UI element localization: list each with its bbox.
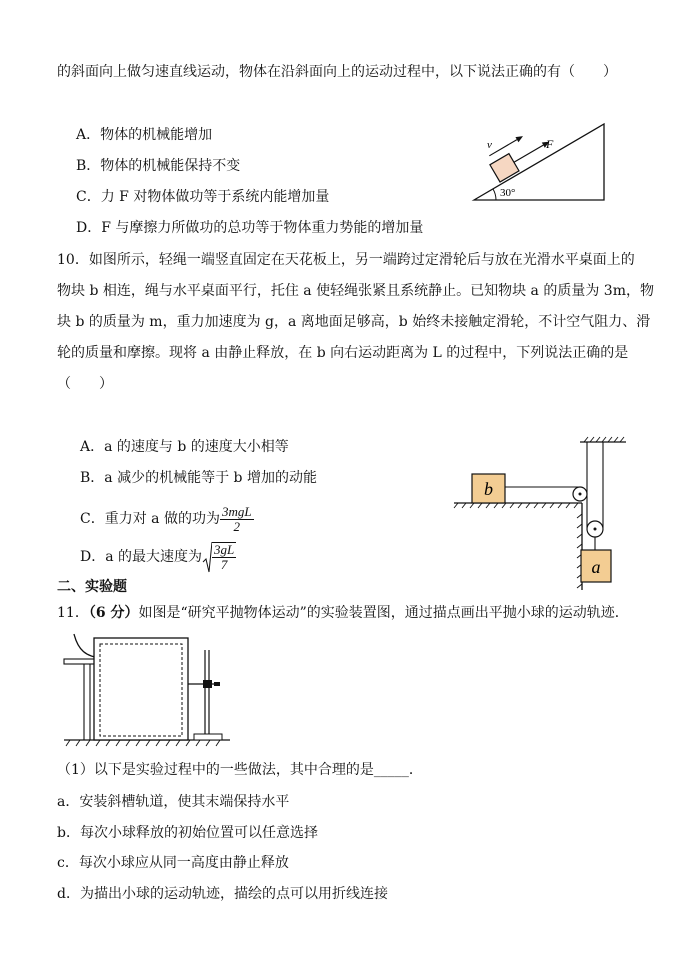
q9-option-d: D．F 与摩擦力所做功的总功等于物体重力势能的增加量 <box>76 220 424 236</box>
q10-option-c <box>80 502 254 536</box>
q10-line-2: 物块 b 相连，绳与水平桌面平行，托住 a 使轻绳张紧且系统静止。已知物块 a 的质量为 3m，物 <box>57 283 654 299</box>
q9-option-a: A．物体的机械能增加 <box>76 127 213 143</box>
q10-b-label: b <box>484 479 493 499</box>
q9-angle-label: 30° <box>500 187 516 199</box>
q9-stem-tail: 的斜面向上做匀速直线运动，物体在沿斜面向上的运动过程中，以下说法正确的有（ ） <box>57 64 617 80</box>
q9-force-arrow <box>514 145 543 162</box>
q9-velocity-arrow <box>489 140 517 156</box>
q11-sub1: （1）以下是实验过程中的一些做法，其中合理的是_____． <box>57 762 423 778</box>
q11-stem: 11．（6 分）如图是“研究平抛物体运动”的实验装置图，通过描点画出平抛小球的运动轨迹． <box>57 605 629 621</box>
q11-apparatus-figure <box>60 630 235 752</box>
q9-f-label: F <box>546 137 554 151</box>
q11-board <box>94 638 188 740</box>
q10-line-5: （ ） <box>57 376 113 392</box>
q11-item-a: a．安装斜槽轨道，使其末端保持水平 <box>57 794 290 810</box>
q10-line-4: 轮的质量和摩擦。现将 a 由静止释放，在 b 向右运动距离为 L 的过程中，下列说法正确的是 <box>57 345 629 361</box>
q10-option-d <box>80 540 236 574</box>
q9-option-b: B．物体的机械能保持不变 <box>76 158 241 174</box>
section-title: 二、实验题 <box>57 579 127 595</box>
q10-line-3: 块 b 的质量为 m，重力加速度为 g，a 离地面足够高，b 始终未接触定滑轮，不计空气阻力、滑 <box>57 314 651 330</box>
q10-option-d-text: D．a 的最大速度为 <box>80 549 203 565</box>
q10-option-b: B．a 减少的机械能等于 b 增加的动能 <box>80 470 317 486</box>
q10-option-a: A．a 的速度与 b 的速度大小相等 <box>80 439 289 455</box>
q10-option-c-fraction: $\frac{\text{3mgL}}{2}$ <box>221 503 252 534</box>
q10-option-d-sqrt: $\frac{3gL}{7}$ <box>202 540 236 574</box>
q11-item-b: b．每次小球释放的初始位置可以任意选择 <box>57 825 318 841</box>
q11-item-d: d．为描出小球的运动轨迹，描绘的点可以用折线连接 <box>57 886 388 902</box>
q9-incline-figure <box>470 118 610 206</box>
q10-a-label: a <box>591 557 601 577</box>
q10-line-1: 10．如图所示，轻绳一端竖直固定在天花板上，另一端跨过定滑轮后与放在光滑水平桌面上的 <box>57 252 635 268</box>
q10-option-c-text: C．重力对 a 做的功为 <box>80 511 220 527</box>
q10-pulley-figure <box>450 436 635 592</box>
q9-option-c: C．力 F 对物体做功等于系统内能增加量 <box>76 189 330 205</box>
q11-item-c: c．每次小球应从同一高度由静止释放 <box>57 855 289 871</box>
q9-v-label: v <box>487 139 492 151</box>
